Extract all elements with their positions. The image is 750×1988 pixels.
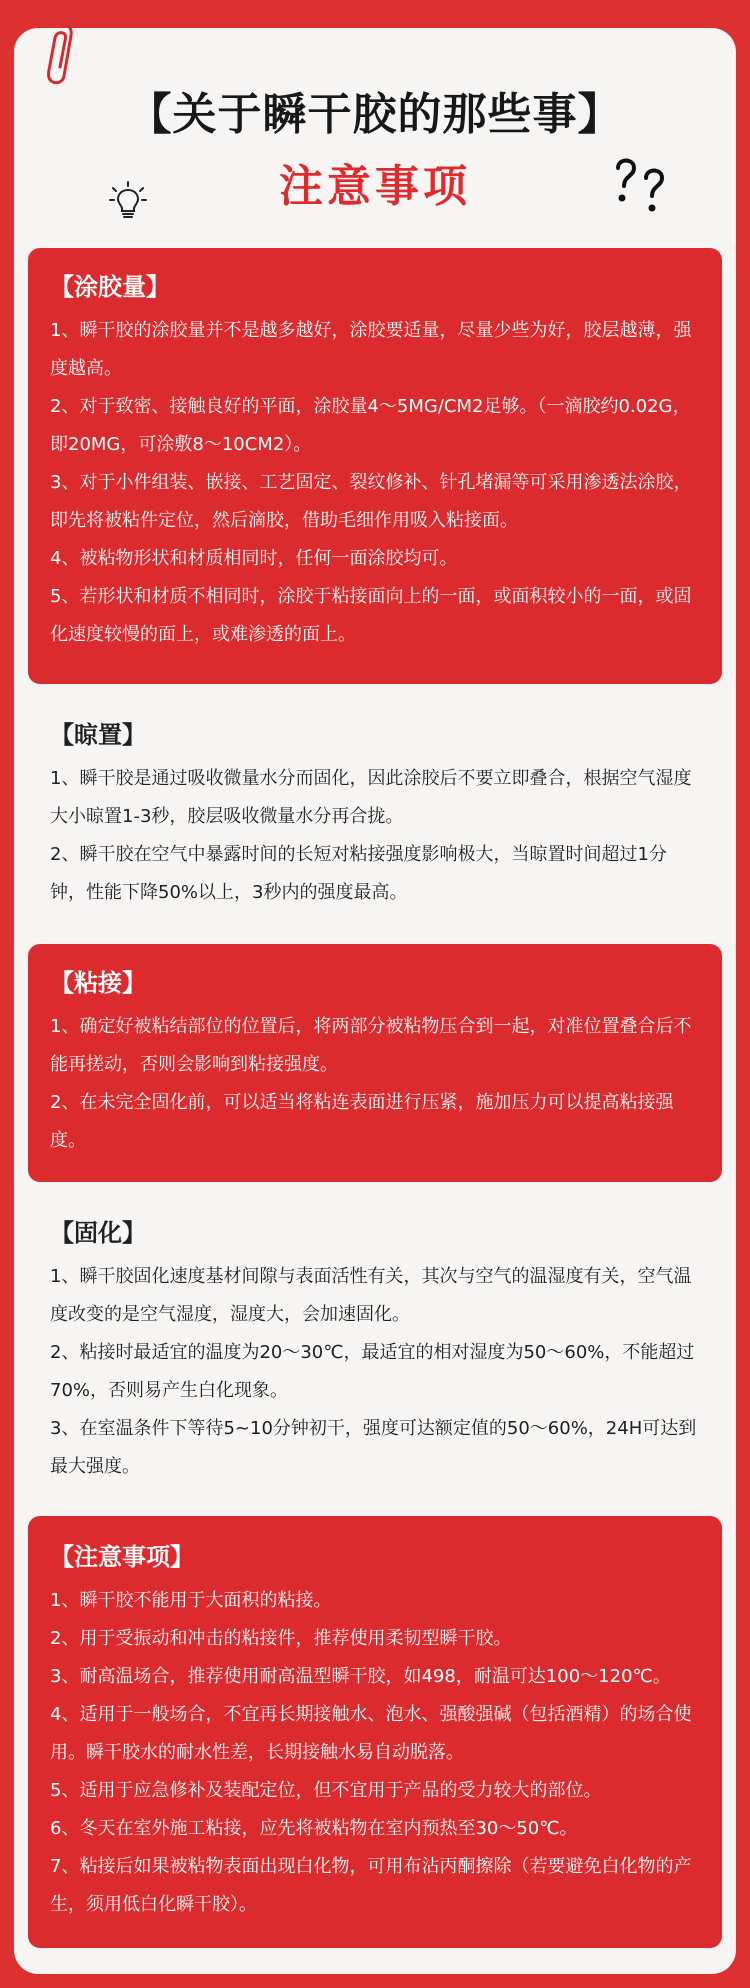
lightbulb-icon (108, 180, 148, 224)
section-item: 2、对于致密、接触良好的平面，涂胶量4～5MG/CM2足够。（一滴胶约0.02G，即20MG，可涂敷8～10CM2）。 (50, 396, 691, 455)
section-heading: 【固化】 (50, 1219, 146, 1247)
section-item: 5、若形状和材质不相同时，涂胶于粘接面向上的一面，或面积较小的一面，或固化速度较慢的面上，或难渗透的面上。 (50, 586, 692, 645)
section-item: 3、耐高温场合，推荐使用耐高温型瞬干胶，如498，耐温可达100～120℃。 (50, 1666, 671, 1687)
question-marks-icon (600, 150, 680, 220)
section-item: 3、对于小件组装、嵌接、工艺固定、裂纹修补、针孔堵漏等可采用渗透法涂胶，即先将被粘件定位，然后滴胶，借助毛细作用吸入粘接面。 (50, 472, 692, 531)
section-heading: 【晾置】 (50, 721, 146, 749)
section-item: 2、用于受振动和冲击的粘接件，推荐使用柔韧型瞬干胶。 (50, 1628, 512, 1649)
section-item: 1、瞬干胶是通过吸收微量水分而固化，因此涂胶后不要立即叠合，根据空气湿度大小晾置1-3秒，胶层吸收微量水分再合拢。 (50, 768, 692, 827)
page-subtitle: 注意事项 (271, 150, 479, 214)
section-item: 2、粘接时最适宜的温度为20～30℃，最适宜的相对湿度为50～60%，不能超过70%，否则易产生白化现象。 (50, 1342, 695, 1401)
section-item: 4、适用于一般场合，不宜再长期接触水、泡水、强酸强碱（包括酒精）的场合使用。瞬干胶水的耐水性差，长期接触水易自动脱落。 (50, 1704, 692, 1763)
section-heading: 【粘接】 (50, 969, 146, 997)
section-coating-amount (28, 248, 722, 684)
section-item: 2、在未完全固化前，可以适当将粘连表面进行压紧，施加压力可以提高粘接强度。 (50, 1092, 674, 1151)
section-item: 1、确定好被粘结部位的位置后，将两部分被粘物压合到一起，对准位置叠合后不能再搓动，否则会影响到粘接强度。 (50, 1016, 692, 1075)
section-item: 4、被粘物形状和材质相同时，任何一面涂胶均可。 (50, 548, 458, 569)
section-bonding (28, 944, 722, 1182)
section-item: 1、瞬干胶不能用于大面积的粘接。 (50, 1590, 332, 1611)
section-item: 7、粘接后如果被粘物表面出现白化物，可用布沾丙酮擦除（若要避免白化物的产生，须用低白化瞬干胶）。 (50, 1856, 692, 1915)
section-airing (28, 718, 722, 918)
section-item: 6、冬天在室外施工粘接，应先将被粘物在室内预热至30～50℃。 (50, 1818, 578, 1839)
section-item: 2、瞬干胶在空气中暴露时间的长短对粘接强度影响极大，当晾置时间超过1分钟，性能下降50%以上，3秒内的强度最高。 (50, 844, 667, 903)
section-item: 5、适用于应急修补及装配定位，但不宜用于产品的受力较大的部位。 (50, 1780, 602, 1801)
section-item: 1、瞬干胶的涂胶量并不是越多越好，涂胶要适量，尽量少些为好，胶层越薄，强度越高。 (50, 320, 692, 379)
section-item: 1、瞬干胶固化速度基材间隙与表面活性有关，其次与空气的温湿度有关，空气温度改变的是空气湿度，湿度大，会加速固化。 (50, 1266, 692, 1325)
section-heading: 【涂胶量】 (50, 273, 170, 301)
section-item: 3、在室温条件下等待5~10分钟初干，强度可达额定值的50～60%，24H可达到最大强度。 (50, 1418, 697, 1477)
paperclip-icon (40, 20, 76, 86)
section-precautions (28, 1516, 722, 1948)
section-curing (28, 1216, 722, 1492)
section-heading: 【注意事项】 (50, 1543, 194, 1571)
page-title: 【关于瞬干胶的那些事】 (127, 89, 623, 140)
